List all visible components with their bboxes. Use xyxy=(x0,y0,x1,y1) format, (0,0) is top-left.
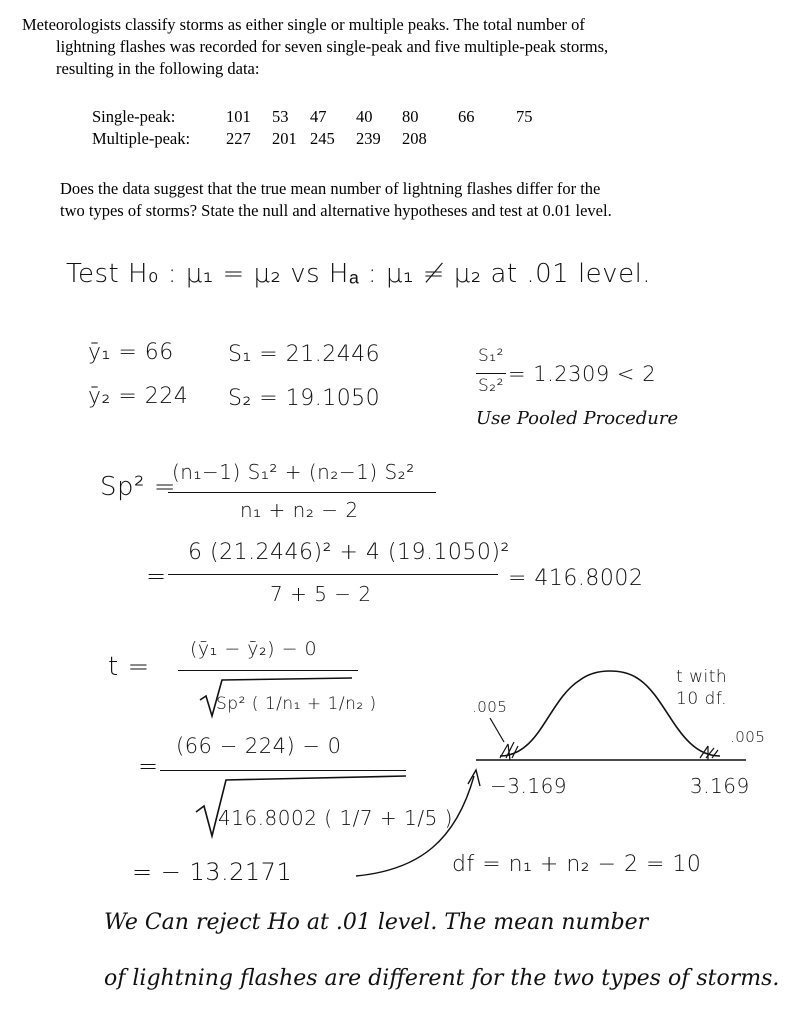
dist-title-line-1: t with xyxy=(676,667,728,687)
t-formula-numerator: (ȳ₁ − ȳ₂) − 0 xyxy=(190,638,318,660)
data-cell: 101 xyxy=(226,107,251,126)
data-cell: 201 xyxy=(272,129,297,148)
mean-1: ȳ₁ = 66 xyxy=(88,340,174,365)
critical-value-left: −3.169 xyxy=(490,774,568,798)
question-line-1: Does the data suggest that the true mean number of lightning flashes differ for the xyxy=(60,179,601,198)
data-cell: 53 xyxy=(272,107,289,126)
left-tail-shading xyxy=(500,742,518,760)
data-cell: 245 xyxy=(310,129,335,148)
data-cell: 40 xyxy=(356,107,373,126)
data-cell: 66 xyxy=(458,107,475,126)
tail-label-leader xyxy=(490,718,504,742)
question-line-2: two types of storms? State the null and alternative hypotheses and test at 0.01 level. xyxy=(60,201,612,220)
pooled-procedure-note: Use Pooled Procedure xyxy=(476,408,679,429)
t-calc-numerator: (66 − 224) − 0 xyxy=(176,734,342,758)
data-cell: 239 xyxy=(356,129,381,148)
t-formula-denominator: Sp² ( 1/n₁ + 1/n₂ ) xyxy=(216,694,377,714)
pooled-formula-numerator: (n₁−1) S₁² + (n₂−1) S₂² xyxy=(172,460,415,484)
pooled-calc-numerator: 6 (21.2446)² + 4 (19.1050)² xyxy=(188,540,510,565)
problem-intro-line-3: resulting in the following data: xyxy=(56,59,260,78)
single-peak-label: Single-peak: xyxy=(92,107,176,126)
t-distribution-curve xyxy=(500,671,720,756)
variance-ratio-result: = 1.2309 < 2 xyxy=(508,362,657,386)
variance-ratio-numerator: S₁² xyxy=(478,346,504,366)
t-calc-denominator: 416.8002 ( 1/7 + 1/5 ) xyxy=(218,806,453,830)
pooled-calc-denominator: 7 + 5 − 2 xyxy=(270,582,372,606)
pooled-formula-denominator: n₁ + n₂ − 2 xyxy=(240,498,359,522)
problem-intro-line-1: Meteorologists classify storms as either single or multiple peaks. The total number of xyxy=(22,15,585,34)
pooled-variance-result: = 416.8002 xyxy=(508,566,644,591)
sqrt-sign-formula xyxy=(200,678,352,716)
hypothesis-statement: Test H₀ : μ₁ = μ₂ vs Hₐ : μ₁ ≠ μ₂ at .01 level. xyxy=(66,259,652,289)
degrees-of-freedom: df = n₁ + n₂ − 2 = 10 xyxy=(452,852,702,877)
tail-area-left: .005 xyxy=(472,698,508,716)
tail-area-right: .005 xyxy=(730,728,766,746)
t-result: = − 13.2171 xyxy=(132,858,293,886)
variance-ratio-denominator: S₂² xyxy=(478,376,504,396)
t-label: t = xyxy=(108,652,150,682)
mean-2: ȳ₂ = 224 xyxy=(88,384,189,409)
right-tail-shading xyxy=(700,746,718,760)
dist-title-line-2: 10 df. xyxy=(676,689,727,709)
data-cell: 47 xyxy=(310,107,327,126)
sd-1: S₁ = 21.2446 xyxy=(228,342,381,367)
result-arrow xyxy=(356,776,474,876)
problem-intro-line-2: lightning flashes was recorded for seven single-peak and five multiple-peak storms, xyxy=(56,37,609,56)
pooled-calc-equals: = xyxy=(146,562,167,590)
data-cell: 208 xyxy=(402,129,427,148)
sd-2: S₂ = 19.1050 xyxy=(228,386,381,411)
multiple-peak-label: Multiple-peak: xyxy=(92,129,191,148)
t-calc-equals: = xyxy=(138,752,159,780)
sqrt-sign-calc xyxy=(196,776,406,836)
pooled-variance-label: Sp² = xyxy=(100,472,176,502)
data-cell: 80 xyxy=(402,107,419,126)
conclusion-line-2: of lightning flashes are different for the two types of storms. xyxy=(104,966,780,991)
data-cell: 75 xyxy=(516,107,533,126)
conclusion-line-1: We Can reject Ho at .01 level. The mean number xyxy=(104,910,649,935)
critical-value-right: 3.169 xyxy=(690,774,750,798)
data-cell: 227 xyxy=(226,129,251,148)
